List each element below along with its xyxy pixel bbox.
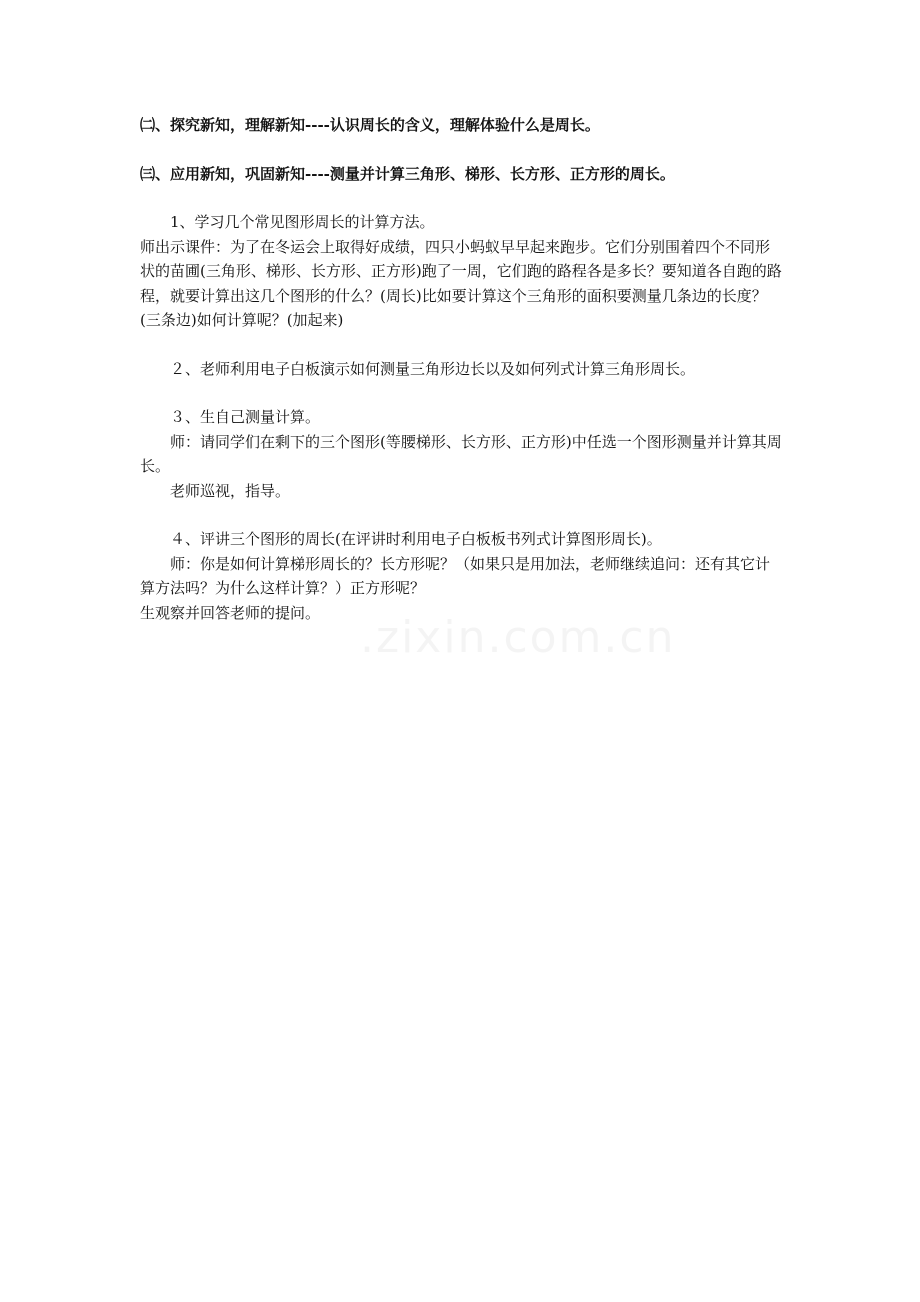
section-heading-3: ㈢、应用新知，巩固新知----测量并计算三角形、梯形、长方形、正方形的周长。 [140, 164, 675, 183]
document-body [140, 113, 782, 625]
step3-title: ３、生自己测量计算。 [170, 408, 321, 426]
section-heading-2: ㈡、探究新知，理解新知----认识周长的含义，理解体验什么是周长。 [140, 116, 600, 134]
step3-note: 老师巡视，指导。 [170, 481, 291, 500]
step2-text: ２、老师利用电子白板演示如何测量三角形边长以及如何列式计算三角形周长。 [170, 359, 696, 378]
step4-teacher: 师：你是如何计算梯形周长的？长方形呢？（如果只是用加法，老师继续追问：还有其它计算方法吗？为什么这样计算？）正方形呢？ [140, 554, 771, 597]
watermark: .zixin.com.cn [360, 612, 676, 663]
step1-title: 1、学习几个常见图形周长的计算方法。 [170, 213, 435, 231]
step1-body: 师出示课件：为了在冬运会上取得好成绩，四只小蚂蚁早早起来跑步。它们分别围着四个不同形状的苗圃(三角形、梯形、长方形、正方形)跑了一周，它们跑的路程各是多长？要知道各自跑的路程，就要计算出这几个图形的什么？(周长)比如要计算这个三角形的面积要测量几条边的长度？(三条边)如何计算呢？(加起来) [140, 237, 782, 329]
step3-teacher: 师：请同学们在剩下的三个图形(等腰梯形、长方形、正方形)中任选一个图形测量并计算其周长。 [140, 432, 782, 475]
step4-students: 生观察并回答老师的提问。 [140, 603, 321, 622]
step4-title: ４、评讲三个图形的周长(在评讲时利用电子白板板书列式计算图形周长)。 [170, 530, 662, 548]
